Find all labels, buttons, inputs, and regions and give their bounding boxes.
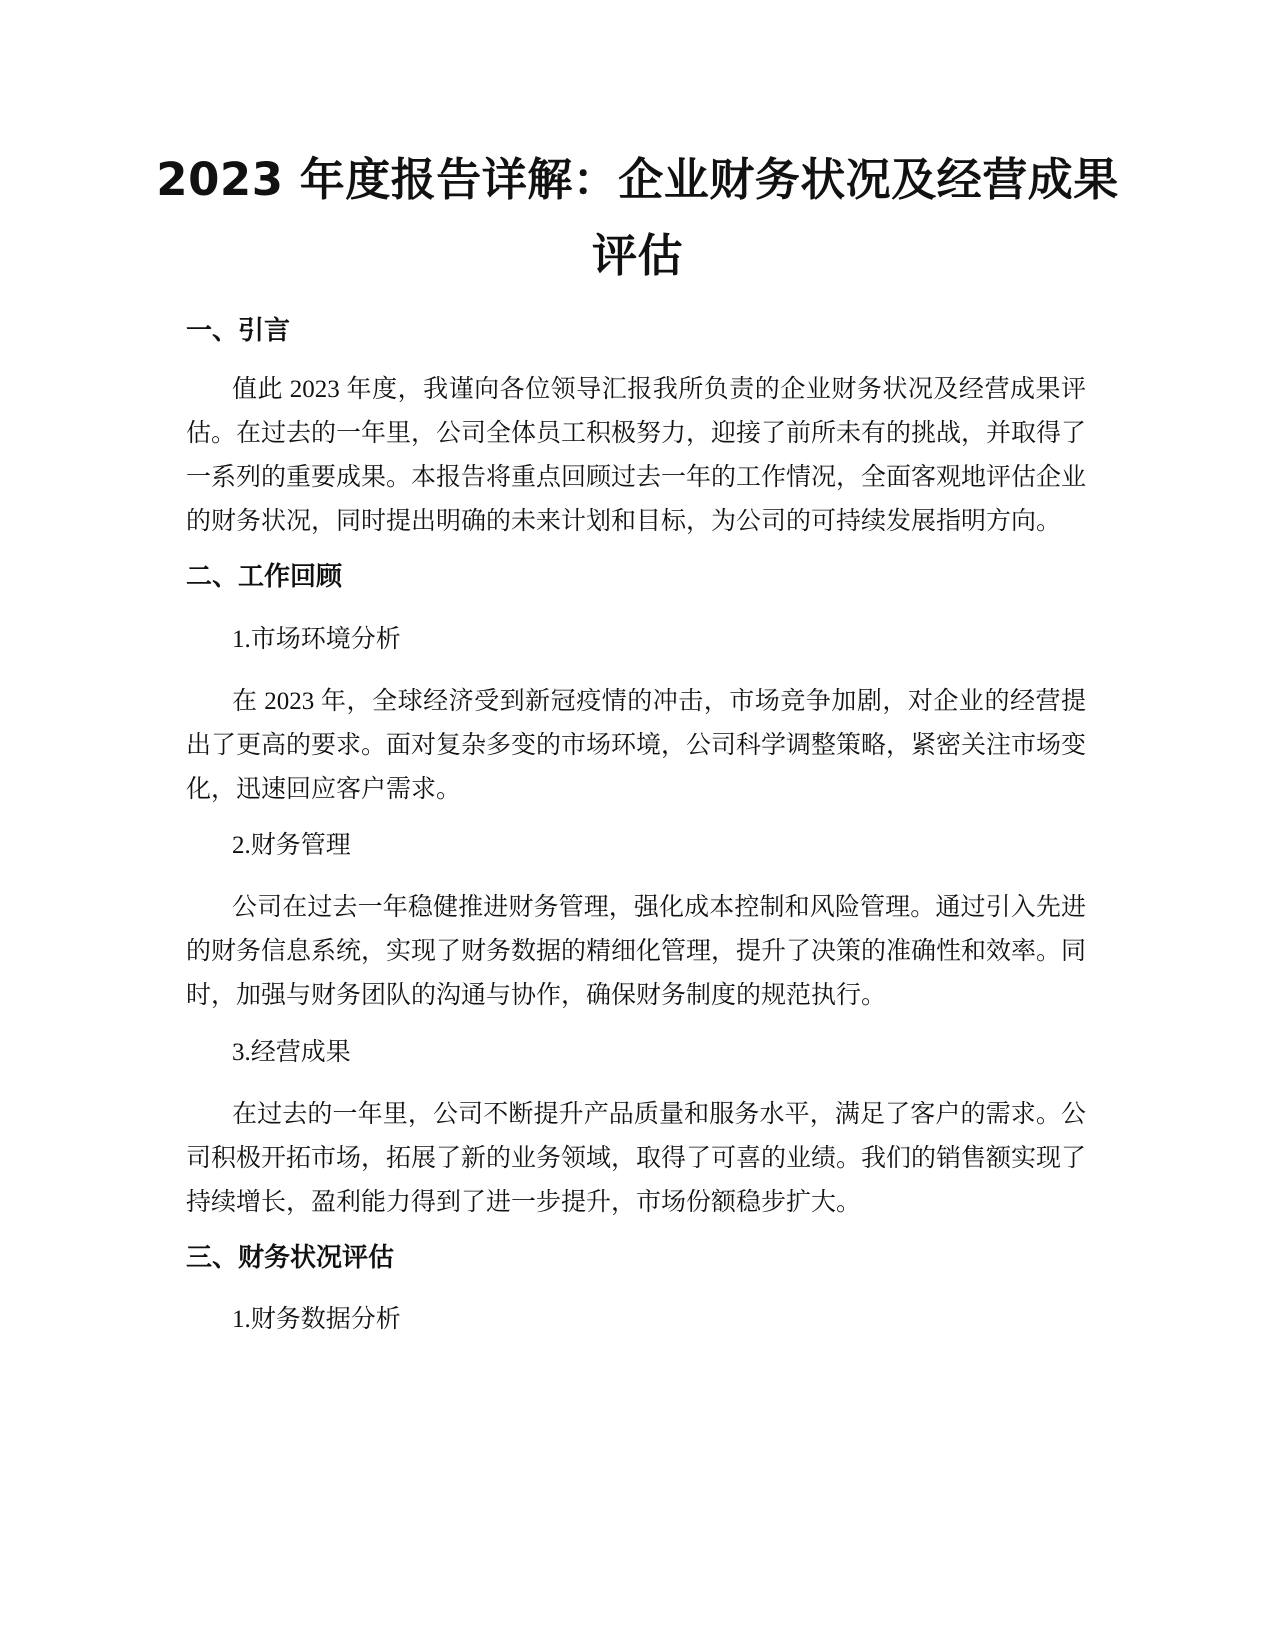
introduction-paragraph: 值此 2023 年度，我谨向各位领导汇报我所负责的企业财务状况及经营成果评估。在过去的一年里，公司全体员工积极努力，迎接了前所未有的挑战，并取得了一系列的重要成果。本报告将重点回顾过去一年的工作情况，全面客观地评估企业的财务状况，同时提出明确的未来计划和目标，为公司的可持续发展指明方向。 — [186, 376, 1087, 535]
document-title: 2023 年度报告详解：企业财务状况及经营成果评估 — [156, 153, 1119, 282]
section-heading-introduction: 一、引言 — [186, 316, 291, 346]
subsection-title-operating-results: 3.经营成果 — [232, 1039, 351, 1066]
section-heading-work-review: 二、工作回顾 — [186, 562, 343, 592]
financial-management-paragraph: 公司在过去一年稳健推进财务管理，强化成本控制和风险管理。通过引入先进的财务信息系统，实现了财务数据的精细化管理，提升了决策的准确性和效率。同时，加强与财务团队的沟通与协作，确保财务制度的规范执行。 — [186, 894, 1087, 1009]
subsection-title-market-analysis: 1.市场环境分析 — [232, 626, 401, 653]
subsection-title-financial-management: 2.财务管理 — [232, 832, 351, 859]
operating-results-paragraph: 在过去的一年里，公司不断提升产品质量和服务水平，满足了客户的需求。公司积极开拓市场，拓展了新的业务领域，取得了可喜的业绩。我们的销售额实现了持续增长，盈利能力得到了进一步提升，市场份额稳步扩大。 — [186, 1101, 1087, 1216]
section-heading-financial-assessment: 三、财务状况评估 — [186, 1243, 395, 1273]
subsection-title-financial-data-analysis: 1.财务数据分析 — [232, 1306, 401, 1333]
market-analysis-paragraph: 在 2023 年，全球经济受到新冠疫情的冲击，市场竞争加剧，对企业的经营提出了更高的要求。面对复杂多变的市场环境，公司科学调整策略，紧密关注市场变化，迅速回应客户需求。 — [186, 688, 1087, 803]
